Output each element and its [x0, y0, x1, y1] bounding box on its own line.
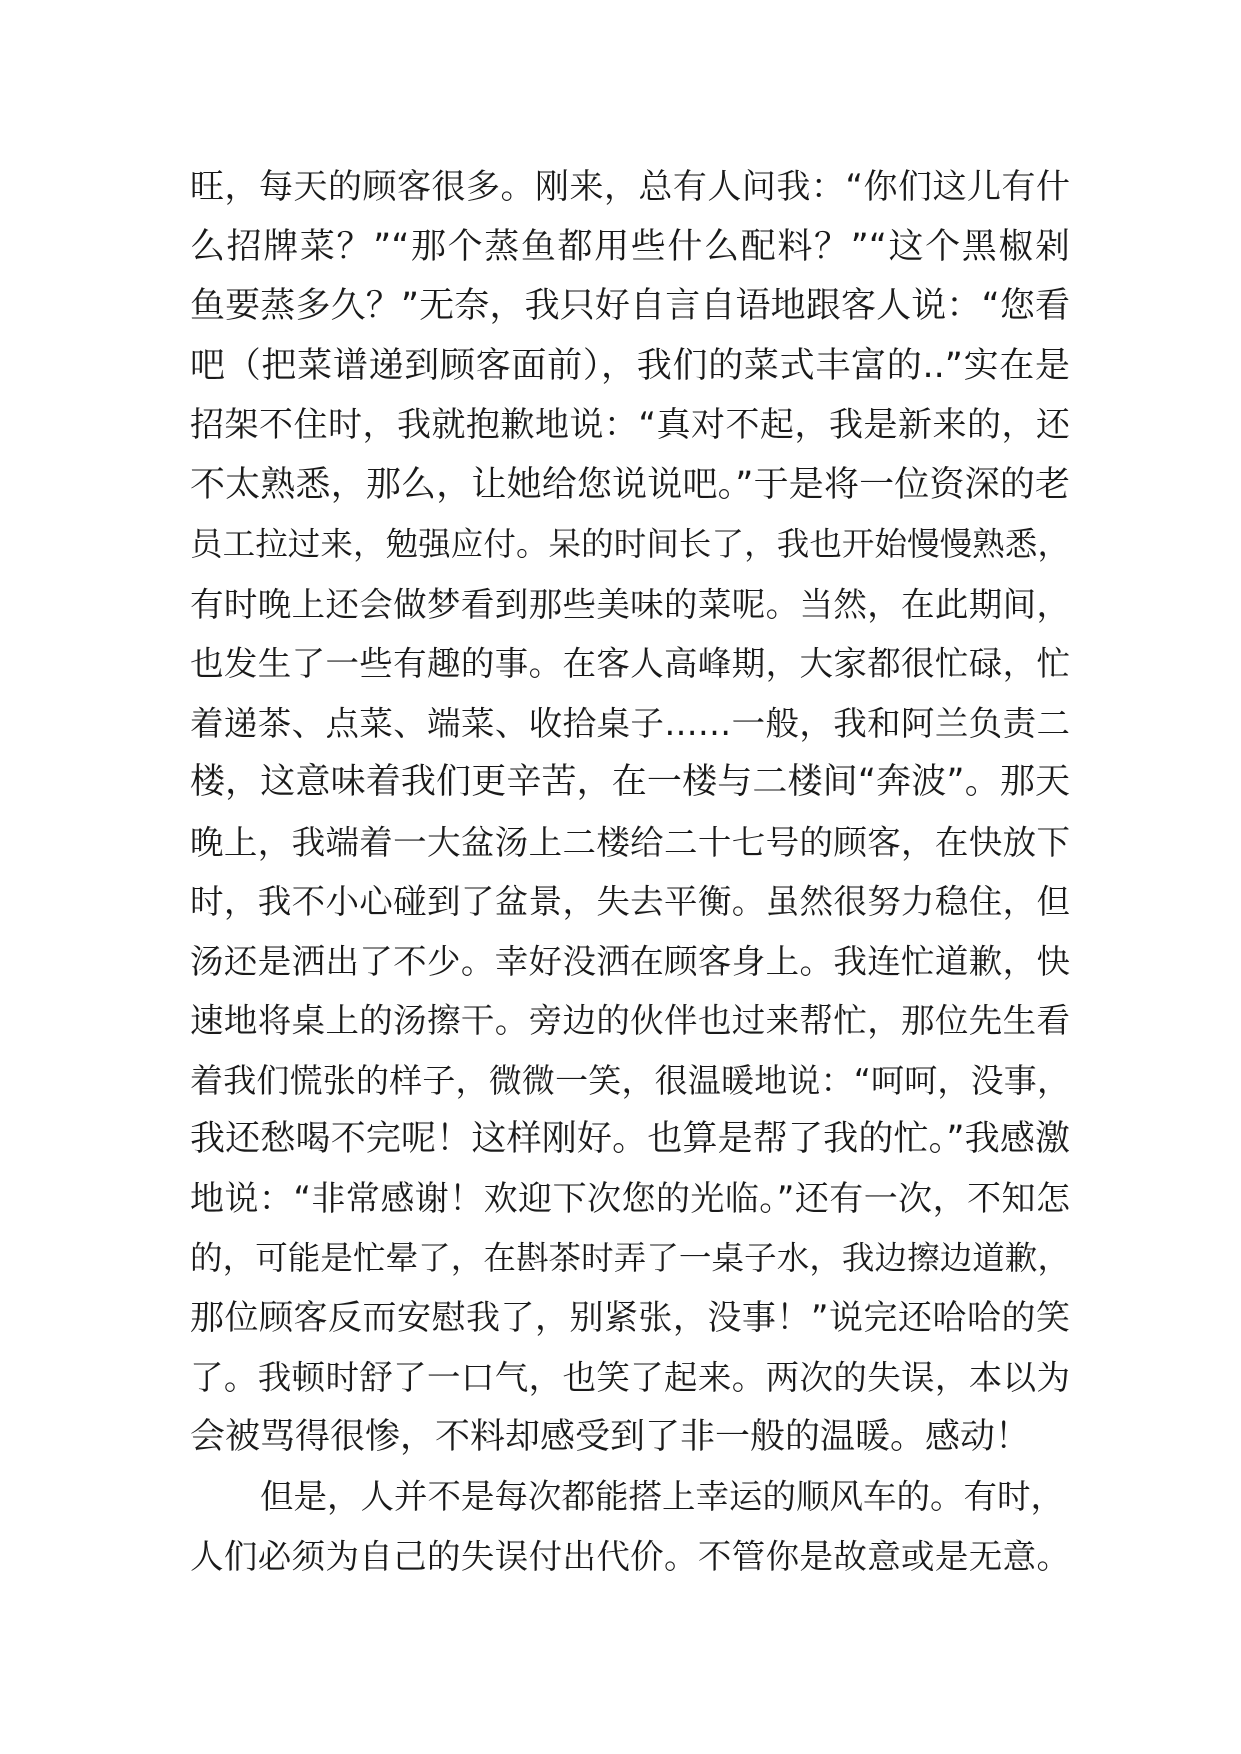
text-line-11: 楼，这意味着我们更辛苦，在一楼与二楼间“奔波”。那天: [190, 762, 1070, 802]
text-line-9: 也发生了一些有趣的事。在客人高峰期，大家都很忙碌，忙: [190, 644, 1070, 683]
text-line-6: 不太熟悉，那么，让她给您说说吧。”于是将一位资深的老: [190, 464, 1070, 505]
text-line-20: 那位顾客反而安慰我了，别紧张，没事！”说完还哈哈的笑: [190, 1297, 1070, 1338]
text-line-10: 着递茶、点菜、端菜、收拾桌子……一般，我和阿兰负责二: [190, 703, 1070, 743]
text-line-1: 旺，每天的顾客很多。刚来，总有人问我：“你们这儿有什: [190, 167, 1070, 207]
text-line-5: 招架不住时，我就抱歉地说：“真对不起，我是新来的，还: [190, 405, 1070, 445]
text-line-12: 晚上，我端着一大盆汤上二楼给二十七号的顾客，在快放下: [190, 822, 1070, 862]
text-line-17: 我还愁喝不完呢！这样刚好。也算是帮了我的忙。”我感激: [190, 1119, 1070, 1159]
text-line-15: 速地将桌上的汤擦干。旁边的伙伴也过来帮忙，那位先生看: [190, 1001, 1070, 1040]
document-body: [190, 158, 1070, 1586]
text-line-4: 吧（把菜谱递到顾客面前），我们的菜式丰富的..”实在是: [190, 345, 1070, 386]
text-line-13: 时，我不小心碰到了盆景，失去平衡。虽然很努力稳住，但: [190, 882, 1070, 921]
text-line-21: 了。我顿时舒了一口气，也笑了起来。两次的失误，本以为: [190, 1358, 1070, 1397]
text-line-24: 人们必须为自己的失误付出代价。不管你是故意或是无意。: [190, 1536, 1070, 1576]
text-line-8: 有时晚上还会做梦看到那些美味的菜呢。当然，在此期间，: [190, 584, 1070, 624]
text-line-3: 鱼要蒸多久？”无奈，我只好自言自语地跟客人说：“您看: [190, 286, 1070, 326]
text-line-18: 地说：“非常感谢！欢迎下次您的光临。”还有一次，不知怎: [190, 1178, 1070, 1219]
text-line-7: 员工拉过来，勉强应付。呆的时间长了，我也开始慢慢熟悉，: [190, 525, 1070, 563]
text-line-23: 但是，人并不是每次都能搭上幸运的顺风车的。有时，: [260, 1477, 1064, 1516]
text-line-22: 会被骂得很惨，不料却感受到了非一般的温暖。感动！: [190, 1416, 1031, 1457]
text-line-19: 的，可能是忙晕了，在斟茶时弄了一桌子水，我边擦边道歉，: [190, 1239, 1070, 1277]
text-line-16: 着我们慌张的样子，微微一笑，很温暖地说：“呵呵，没事，: [190, 1060, 1070, 1100]
text-line-2: 么招牌菜？”“那个蒸鱼都用些什么配料？”“这个黑椒剁: [190, 226, 1070, 267]
text-line-14: 汤还是洒出了不少。幸好没洒在顾客身上。我连忙道歉，快: [190, 941, 1070, 981]
